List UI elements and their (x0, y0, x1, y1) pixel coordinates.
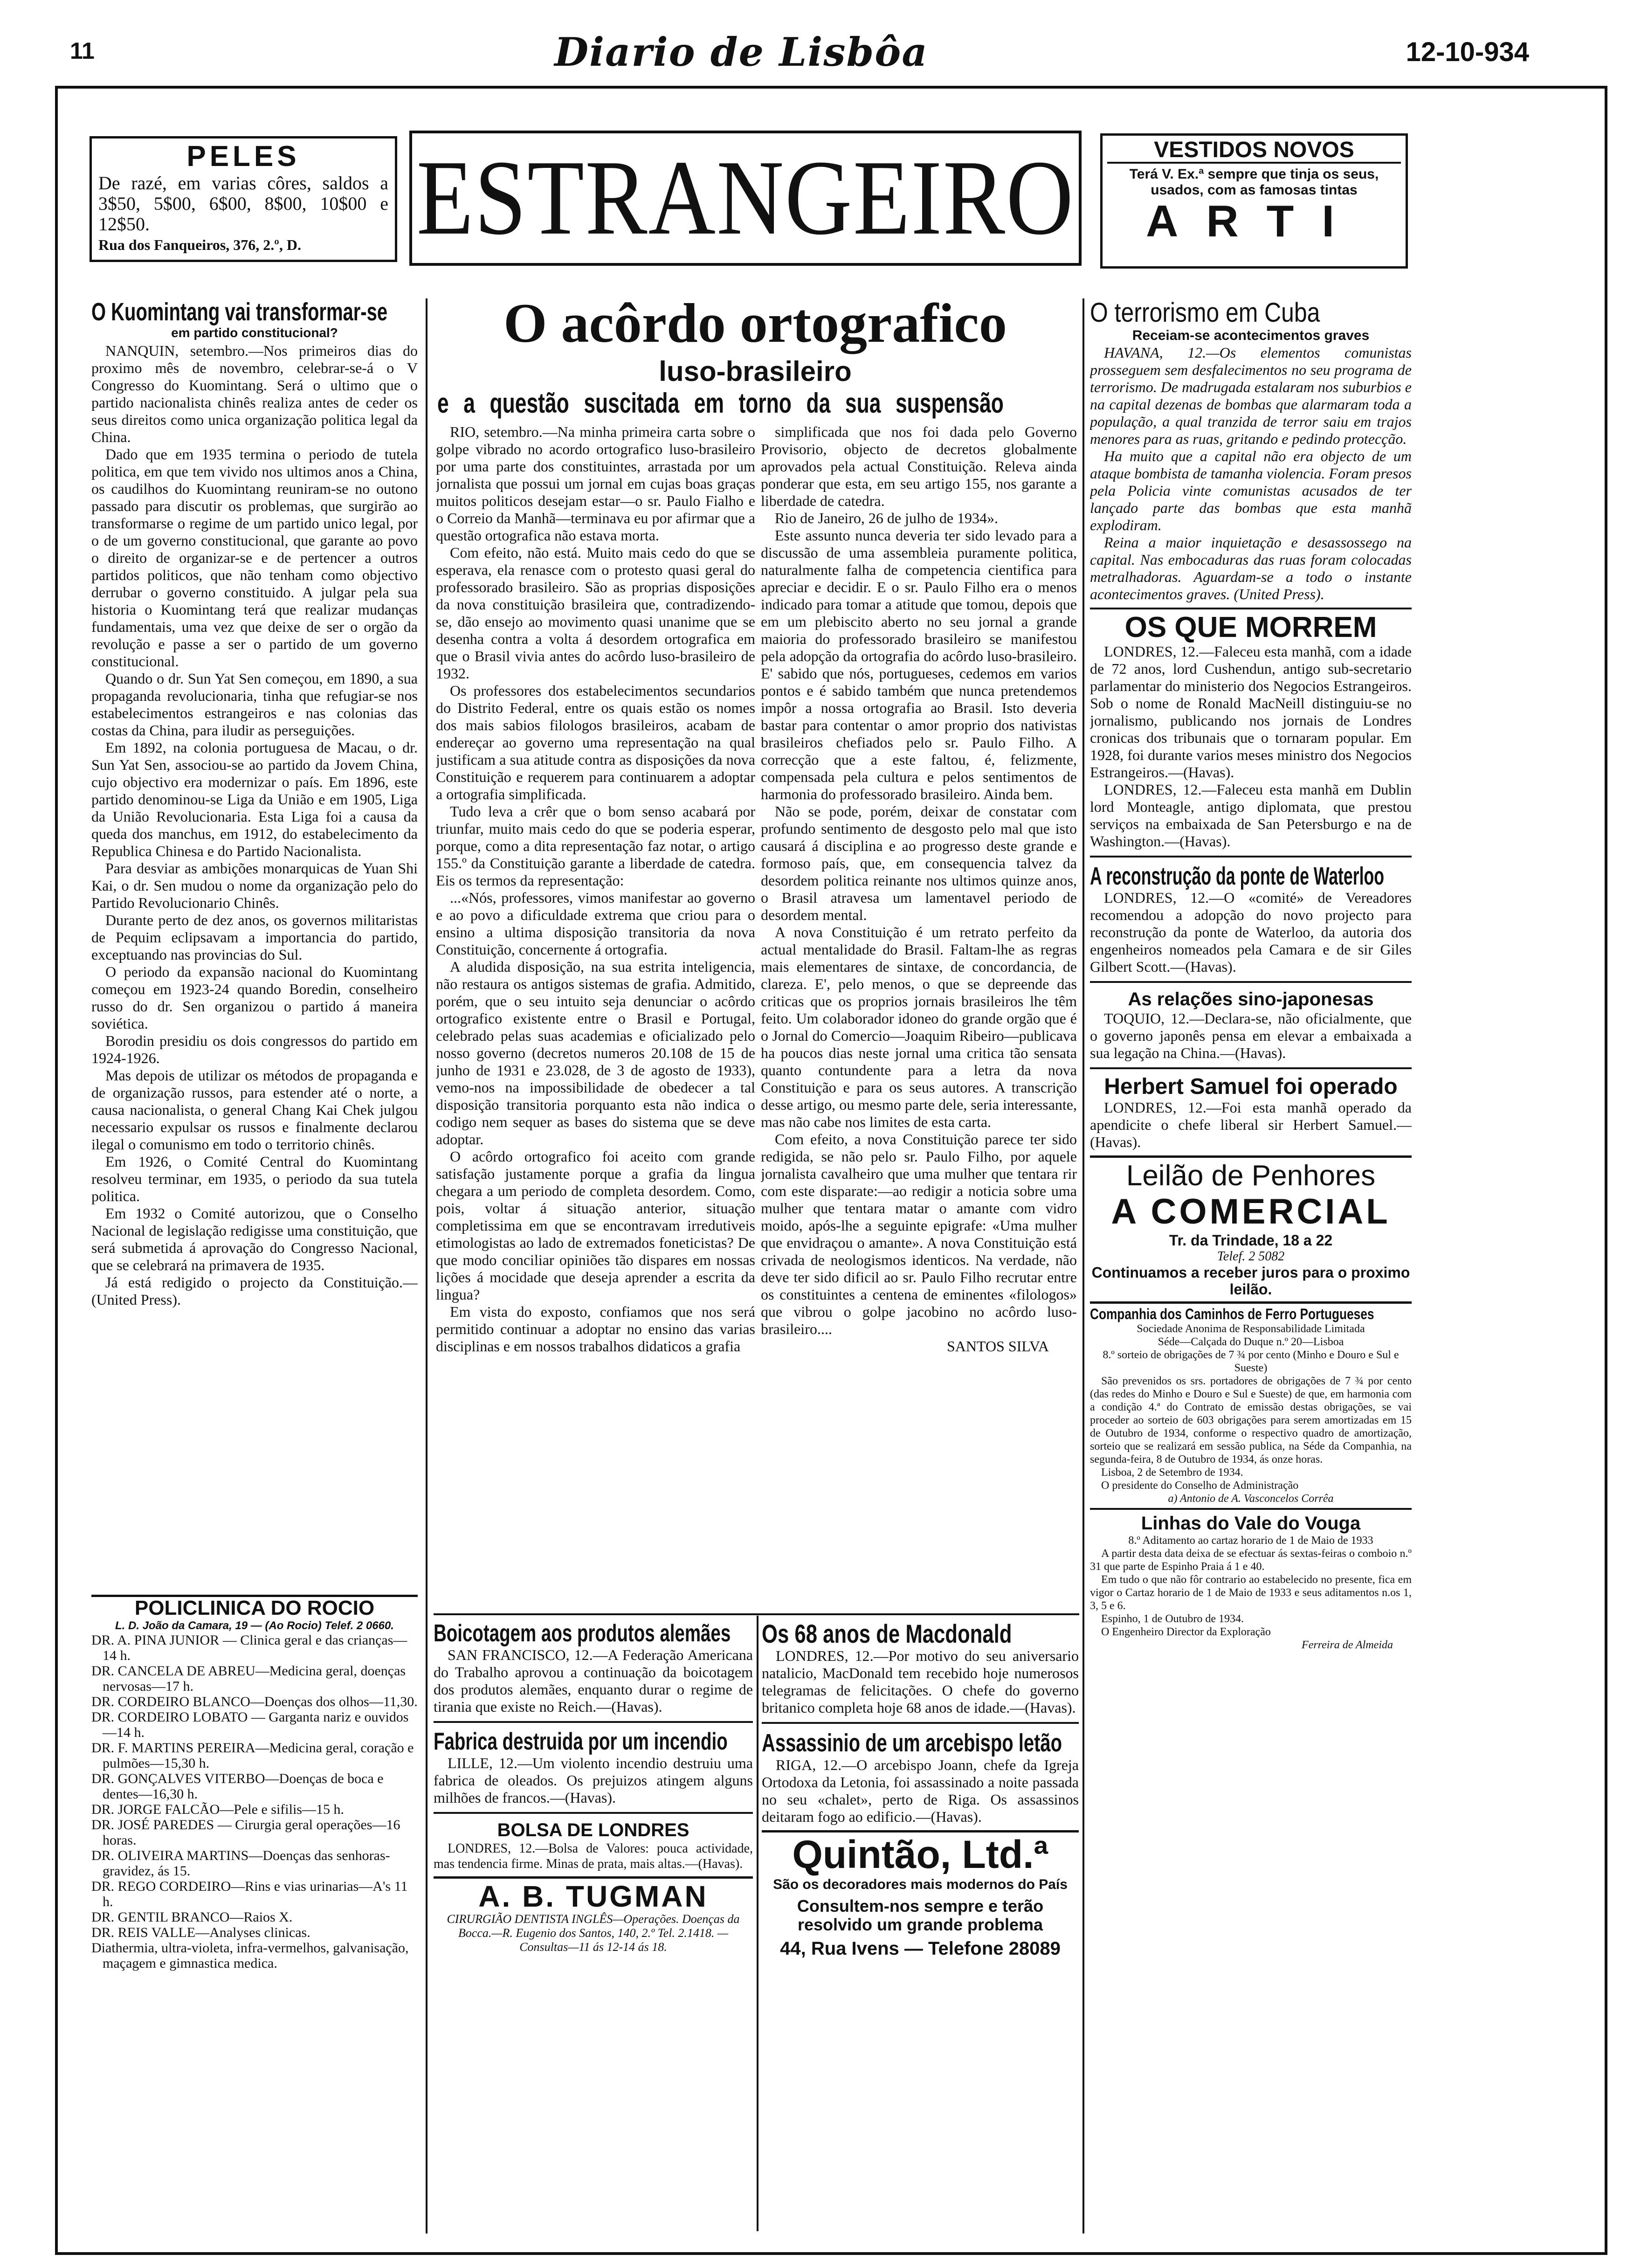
center-column-rule (757, 1616, 758, 2231)
waterloo-headline: A reconstrução da ponte de Waterloo (1090, 862, 1385, 890)
fabrica-text: LILLE, 12.—Um violento incendio destruiu uma fabrica de oleados. Os prejuizos atingem alguns milhões de francos.—(Havas). (434, 1755, 753, 1806)
kuomintang-paragraph: Em 1892, na colonia portuguesa de Macau, o dr. Sun Yat Sen, associou-se ao partido da Jovem China, cujo objectivo era modernizar o país. Em 1896, este partido denominou-se Liga da União e em 1905, Liga da União Revolucionaria. Esta Liga foi a causa da queda dos manchus, em 1912, do estabelecimento da Republica Chinesa e do Partido Nacionalista. (91, 739, 418, 859)
sino-text: TOQUIO, 12.—Declara-se, não oficialmente, que o governo japonês pensa em elevar a embaixada a sua legação na China.—(Havas). (1090, 1010, 1412, 1061)
quintao-tagline: São os decoradores mais modernos do País (773, 1877, 1068, 1892)
policlinica-title: POLICLINICA DO ROCIO (134, 1597, 375, 1619)
caminhos-signer: O presidente do Conselho de Administração (1101, 1480, 1299, 1492)
vouga-text2: Em tudo o que não fôr contrario ao estabelecido no presente, fica em vigor o Cartaz horario de 1 de Maio de 1933 e seus aditamentos n.os 1, 3, 5 e 6. (1090, 1574, 1412, 1612)
policlinica-item: DR. GENTIL BRANCO—Raios X. (91, 1909, 293, 1925)
kuomintang-paragraph: Para desviar as ambições monarquicas de Yuan Shi Kai, o dr. Sen mudou o nome da organização pelo do Partido Revolucionario Chinês. (91, 860, 418, 911)
caminhos-sub: Sociedade Anonima de Responsabilidade Limitada (1137, 1323, 1365, 1335)
masthead: Diario de Lisbôa (554, 29, 928, 75)
peles-ad (90, 136, 397, 262)
acordo-signature: SANTOS SILVA (946, 1338, 1049, 1355)
acordo-subhead1: luso-brasileiro (659, 356, 852, 387)
fabrica-headline: Fabrica destruida por um incendio (434, 1728, 728, 1755)
acordo-paragraph: Tudo leva a crêr que o bom senso acabará por triunfar, muito mais cedo do que se poderia esperar, porque, como a dita representação faz notar, o artigo 155.º da Constituição garante a liberdade de catedra. Eis os termos da representação: (436, 803, 755, 889)
quintao-name: Quintão, Ltd.ª (792, 1832, 1048, 1876)
acordo-paragraph: Com efeito, não está. Muito mais cedo do que se esperava, ela renasce com o protesto quasi geral do professorado brasileiro. São as proprias disposições da nova constituição brasileira que, contradizendo-se, dão ensejo ao movimento quasi unanime que se desenha contra a volta á desordem ortografica em que o Brasil vivia antes do acôrdo luso-brasileiro de 1932. (436, 544, 755, 682)
acordo-paragraph: simplificada que nos foi dada pelo Governo Provisorio, objecto de decretos globalmente aprovados pela actual Constituição. Releva ainda ponderar que esta, em seu artigo 155, nos garante a liberdade de catedra. (761, 423, 1077, 509)
vestidos-brand: ARTI (1146, 196, 1362, 246)
boicotagem-headline: Boicotagem aos produtos alemães (434, 1620, 731, 1647)
policlinica-ad (91, 1595, 418, 2182)
caminhos-sorteio: 8.º sorteio de obrigações de 7 ¾ por cento (Minho e Douro e Sul e Sueste) (1103, 1349, 1399, 1374)
samuel-headline: Herbert Samuel foi operado (1104, 1074, 1398, 1099)
sino-headline: As relações sino-japonesas (1128, 989, 1374, 1010)
quintao-address: 44, Rua Ivens — Telefone 28089 (780, 1938, 1061, 1959)
caminhos-seat: Séde—Calçada do Duque n.º 20—Lisboa (1158, 1336, 1344, 1348)
peles-address: Rua dos Fanqueiros, 376, 2.º, D. (98, 236, 301, 253)
policlinica-item: DR. CANCELA DE ABREU—Medicina geral, doenças nervosas—17 h. (91, 1663, 406, 1694)
vestidos-title: VESTIDOS NOVOS (1107, 138, 1401, 164)
acordo-column-2 (761, 423, 1077, 1608)
vouga-name: Ferreira de Almeida (1302, 1639, 1393, 1651)
quintao-text: Consultem-nos sempre e terão resolvido um grande problema (797, 1896, 1044, 1934)
caminhos-date: Lisboa, 2 de Setembro de 1934. (1101, 1466, 1243, 1479)
policlinica-item: DR. CORDEIRO BLANCO—Doenças dos olhos—11,30. (91, 1694, 418, 1709)
cuba-paragraph: HAVANA, 12.—Os elementos comunistas prosseguem sem desfalecimentos no seu programa de terrorismo. De madrugada estalaram nos suburbios e na capital dezenas de bombas que alarmaram toda a população, a qual tranzida de terror saiu em trajos menores para as ruas, gritando e pedindo protecção. (1090, 344, 1412, 447)
acordo-subhead2: e a questão suscitada em torno da sua suspensão (437, 387, 1004, 419)
assassinio-headline: Assassinio de um arcebispo letão (762, 1729, 1062, 1757)
acordo-column-1 (436, 423, 755, 1608)
policlinica-list (91, 1632, 418, 1971)
leilao-address: Tr. da Trindade, 18 a 22 (1169, 1232, 1333, 1249)
tugman-name: A. B. TUGMAN (478, 1880, 708, 1913)
policlinica-item: DR. OLIVEIRA MARTINS—Doenças das senhoras-gravidez, ás 15. (91, 1848, 390, 1879)
vouga-date: Espinho, 1 de Outubro de 1934. (1101, 1613, 1244, 1625)
kuomintang-paragraph: Mas depois de utilizar os métodos de propaganda e de organização russos, para estender até o norte, a causa nacionalista, o general Chang Kai Chek julgou necessario expulsar os russos e finalmente declarou ilegal o comunismo em todo o territorio chinês. (91, 1067, 418, 1153)
boicotagem-text: SAN FRANCISCO, 12.—A Federação Americana do Trabalho aprovou a continuação da boicotagem dos produtos alemães, enquanto durar o regime de tirania que existe no Reich.—(Havas). (434, 1646, 753, 1715)
acordo-paragraph: Rio de Janeiro, 26 de julho de 1934». (775, 510, 999, 526)
vouga-signer: O Engenheiro Director da Exploração (1101, 1626, 1271, 1638)
bolsa-title: BOLSA DE LONDRES (497, 1820, 689, 1840)
center-divider (434, 1613, 1079, 1615)
section-title: ESTRANGEIRO (416, 138, 1075, 257)
acordo-paragraph: A nova Constituição é um retrato perfeito da actual mentalidade do Brasil. Faltam-lhe as regras mais elementares de sintaxe, de concordancia, de clareza. E', pelo menos, o que se depreende das criticas que os proprios jornais brasileiros lhe têm feito. Um colaborador idoneo do grande orgão que é o Jornal do Comercio—Joaquim Ribeiro—publicava ha poucos dias neste jornal uma critica tão sensata quanto contundente para a letra da nova Constituição e para os seus autores. A transcrição desse artigo, ou mesmo parte dele, seria interessante, mas não cabe nos limites de esta carta. (761, 924, 1077, 1130)
kuomintang-paragraph: Durante perto de dez anos, os governos militaristas de Pequim eclipsavam a importancia do partido, exceptuando nas provincias do Sul. (91, 912, 418, 963)
vouga-title: Linhas do Vale do Vouga (1141, 1513, 1361, 1534)
vouga-aditamento: 8.º Aditamento ao cartaz horario de 1 de Maio de 1933 (1128, 1535, 1373, 1547)
kuomintang-paragraph: O periodo da expansão nacional do Kuomintang começou em 1923-24 quando Boredin, conselheiro russo do dr. Sen organizou o partido á maneira soviética. (91, 963, 418, 1032)
acordo-paragraph: Em vista do exposto, confiamos que nos será permitido continuar a adoptar no ensino das varias disciplinas e em nossos trabalhos didaticos a grafia (436, 1303, 755, 1355)
vestidos-ad (1100, 133, 1408, 269)
acordo-paragraph: A aludida disposição, na sua estrita inteligencia, não restaura os antigos sistemas de grafia. Admitido, porém, que o seu intuito seja denunciar o acôrdo ortografico existente entre o Brasil e Portugal, celebrado pelas suas academias e oficializado pelo nosso governo (decretos numeros 20.108 de 15 de junho de 1931 e 23.028, de 3 de agosto de 1933), vemo-nos na impossibilidade de obedecer a tal disposição transitoria porquanto esta não indica o codigo nem sequer as bases do sistema que se deve adoptar. (436, 958, 755, 1148)
kuomintang-paragraph: Quando o dr. Sun Yat Sen começou, em 1890, a sua propaganda revolucionaria, tinha que refugiar-se nos estabelecimentos estrangeiros e nas colonias das costas da China, para iludir as perseguições. (91, 670, 418, 739)
right-column (1090, 298, 1412, 2233)
leilao-text: Continuamos a receber juros para o proximo leilão. (1091, 1264, 1410, 1298)
policlinica-item: DR. REIS VALLE—Analyses clinicas. (91, 1925, 310, 1940)
vouga-text1: A partir desta data deixa de se efectuar ás sextas-feiras o comboio n.º 31 que parte de Espinho Praia á 1 e 40. (1090, 1548, 1412, 1573)
kuomintang-paragraph: Borodin presidiu os dois congressos do partido em 1924-1926. (91, 1032, 418, 1066)
waterloo-text: LONDRES, 12.—O «comité» de Vereadores recomendou a adopção do novo projecto para reconstrução da ponte de Waterloo, da autoria dos engenheiros nomeados pela Camara e de sir Giles Gilbert Scott.—(Havas). (1090, 889, 1412, 975)
caminhos-name: a) Antonio de A. Vasconcelos Corrêa (1168, 1493, 1334, 1505)
policlinica-item: Diathermia, ultra-violeta, infra-vermelhos, galvanisação, maçagem e gimnastica medica. (91, 1940, 409, 1971)
kuomintang-paragraph: Em 1926, o Comité Central do Kuomintang resolveu terminar, em 1935, o periodo da sua tutela politica. (91, 1153, 418, 1204)
acordo-paragraph: RIO, setembro.—Na minha primeira carta sobre o golpe vibrado no acordo ortografico luso-brasileiro por uma parte dos constituintes, arrastada por um jornalista que possui um jornal em cujas boas graças muitos politicos desejam estar—o sr. Paulo Fialho e o Correio da Manhã—terminava eu por afirmar que a questão ortografica não estava morta. (436, 423, 755, 544)
macdonald-headline: Os 68 anos de Macdonald (762, 1620, 1012, 1648)
cuba-headline: O terrorismo em Cuba (1090, 298, 1320, 328)
macdonald-text: LONDRES, 12.—Por motivo do seu aniversario natalicio, MacDonald tem recebido hoje numerosos telegramas de felicitações. O chefe do governo britanico completa hoje 68 anos de idade.—(Havas). (762, 1647, 1079, 1716)
caminhos-title: Companhia dos Caminhos de Ferro Portugueses (1090, 1306, 1374, 1322)
peles-title: PELES (186, 140, 300, 173)
kuomintang-body (91, 342, 418, 1308)
samuel-text: LONDRES, 12.—Foi esta manhã operado da apendicite o chefe liberal sir Herbert Samuel.—(Havas). (1090, 1099, 1412, 1150)
acordo-headline: O acôrdo ortografico (503, 292, 1007, 354)
acordo-paragraph: ...«Nós, professores, vimos manifestar ao governo e ao povo a dificuldade extrema que criou para o ensino a ultima disposição transitoria da nova Constituição, concernente á ortografia. (436, 889, 755, 958)
leilao-name: A COMERCIAL (1111, 1192, 1391, 1231)
bolsa-text: LONDRES, 12.—Bolsa de Valores: pouca actividade, mas tendencia firme. Minas de prata, mais altas.—(Havas). (434, 1841, 753, 1871)
kuomintang-headline: O Kuomintang vai transformar-se (91, 298, 388, 326)
assassinio-text: RIGA, 12.—O arcebispo Joann, chefe da Igreja Ortodoxa da Letonia, foi assassinado a noite passada no seu «chalet», perto de Riga. Os assassinos deitaram fogo ao edificio.—(Havas). (762, 1756, 1079, 1825)
column-rule (1083, 298, 1084, 2233)
tugman-text: CIRURGIÃO DENTISTA INGLÊS—Operações. Doenças da Bocca.—R. Eugenio dos Santos, 140, 2.º Tel. 2.1418. — Consultas—11 ás 12-14 ás 18. (447, 1912, 740, 1954)
policlinica-item: DR. GONÇALVES VITERBO—Doenças de boca e dentes—16,30 h. (91, 1771, 384, 1802)
morrem-paragraph: LONDRES, 12.—Faleceu esta manhã em Dublin lord Monteagle, antigo diplomata, que prestou serviços na embaixada de San Petersburgo e na de Washington.—(Havas). (1090, 781, 1412, 850)
peles-text: De razé, em varias côres, saldos a 3$50, 5$00, 6$00, 8$00, 10$00 e 12$50. (98, 173, 388, 235)
kuomintang-article (91, 298, 418, 1590)
morrem-paragraph: LONDRES, 12.—Faleceu esta manhã, com a idade de 72 anos, lord Cushendun, antigo sub-secretario parlamentar do ministerio dos Negocios Estrangeiros. Sob o nome de Ronald MacNeill distinguiu-se no jornalismo, publicando nos jornais de Londres cronicas dos tribunais que o tornaram popular. Em 1928, foi durante varios meses ministro dos Negocios Estrangeiros.—(Havas). (1090, 643, 1412, 781)
column-rule (426, 298, 427, 2233)
policlinica-item: DR. REGO CORDEIRO—Rins e vias urinarias—A's 11 h. (91, 1879, 408, 1909)
acordo-paragraph: O acôrdo ortografico foi aceito com grande satisfação justamente porque a grafia da lingua chegara a um periodo de completa desordem. Como, pois, voltar á situação anterior, situação completissima em que se encontravam irredutiveis etimologistas ao lado de extremados foneticistas? De que modo conciliar opiniões tão dispares em nossas lições á mocidade que deseja aprender a escrita da lingua? (436, 1148, 755, 1303)
kuomintang-paragraph: NANQUIN, setembro.—Nos primeiros dias do proximo mês de novembro, celebrar-se-á o V Congresso do Kuomintang. Será o ultimo que o partido nacionalista chinês realiza antes de ceder os seus direitos como unica organização politica legal da China. (91, 342, 418, 445)
cuba-subhead: Receiam-se acontecimentos graves (1132, 328, 1370, 343)
acordo-paragraph: Com efeito, a nova Constituição parece ter sido redigida, se não pelo sr. Paulo Filho, por aquele jornalista cavalheiro que uma mulher que tentara rir com este disparate:—ao redigir a noticia sobre uma mulher que tentara matar o amante com vidro moido, após-lhe a seguinte epigrafe: «Uma mulher que envidraçou o amante». A nova Constituição está crivada de neologismos identicos. Na verdade, não deve ter sido dificil ao sr. Paulo Filho recrutar entre os constituintes a centena de eminentes «filologos» que vibrou o golpe jacobino no acôrdo luso-brasileiro.... (761, 1131, 1077, 1337)
acordo-paragraph: Este assunto nunca deveria ter sido levado para a discussão de uma assembleia puramente politica, naturalmente falha de competencia cientifica para apreciar e decidir. E o sr. Paulo Filho era o menos indicado para tomar a atitude que tomou, depois que em um plebiscito aberto no seu jornal a grande maioria do professorado brasileiro se manifestou pela adopção da ortografia do acôrdo luso-brasileiro. E' sabido que nós, portugueses, cedemos em varios pontos e é sabido também que nunca pretendemos impôr a nossa ortografia ao Brasil. Isto deveria bastar para contentar o amor proprio dos nativistas brasileiros chefiados pelo sr. Paulo Filho. A correcção que a este faltou, é, felizmente, compensada pela cultura e pelos sentimentos de harmonia do professorado brasileiro. Ainda bem. (761, 527, 1077, 802)
caminhos-text: São prevenidos os srs. portadores de obrigações de 7 ¾ por cento (das redes do Minho e Douro e Sul e Sueste) de que, em harmonia com a condição 4.ª do Contrato de emissão destas obrigações, se vai proceder ao sorteio de 603 obrigações para serem amortizadas em 15 de Outubro de 1934, conforme o respectivo quadro de amortização, sorteio que se realizará em sessão publica, na Séde da Companhia, na segunda-feira, 8 de Outubro de 1934, ás onze horas. (1090, 1375, 1412, 1466)
acordo-paragraph: Não se pode, porém, deixar de constatar com profundo sentimento de desgosto pelo mal que isto causará á disciplina e ao progresso deste grande e formoso país, que, em consequencia talvez da desordem politica reinante nos ultimos quinze anos, o Brasil atravesa um lamentavel periodo de desordem mental. (761, 803, 1077, 923)
cuba-paragraph: Reina a maior inquietação e desassossego na capital. Nas embocaduras das ruas foram colocadas metralhadoras. Aguardam-se a todo o instante acontecimentos graves. (United Press). (1090, 534, 1412, 602)
kuomintang-paragraph: Dado que em 1935 termina o periodo de tutela politica, em que tem vivido nos ultimos anos a China, os caudilhos do Kuomintang reuniram-se no outono passado para discutir os problemas, que surgirão ao transformarse o regime de um partido unico legal, por o de um governo constitucional, que garante ao povo o direito de organizar-se e de pertencer a outros partidos politicos, que não tenham como objectivo derrubar o governo constituido. A julgar pela sua historia o Kuomintang terá que realizar mudanças fundamentais, uma vez que deixe de ser o orgão da revolução e passe a ser o partido de um governo constitucional. (91, 446, 418, 670)
leilao-phone: Telef. 2 5082 (1217, 1249, 1285, 1264)
kuomintang-subhead: em partido constitucional? (171, 325, 338, 340)
acordo-paragraph: Os professores dos estabelecimentos secundarios do Distrito Federal, entre os quais estão os nomes dos mais sabios filologos brasileiros, acabam de endereçar ao governo uma representação na qual justificam a sua atitude contra as disposições da nova Constituição e requerem para continuarem a adoptar a ortografia simplificada. (436, 682, 755, 802)
vestidos-text: Terá V. Ex.ª sempre que tinja os seus, usados, com as famosas tintas (1129, 166, 1379, 198)
policlinica-address: L. D. João da Camara, 19 — (Ao Rocio) Telef. 2 0660. (115, 1619, 394, 1632)
policlinica-item: DR. A. PINA JUNIOR — Clinica geral e das crianças—14 h. (91, 1632, 407, 1663)
policlinica-item: DR. JORGE FALCÃO—Pele e sifilis—15 h. (91, 1802, 344, 1817)
center-bottom-right (762, 1620, 1079, 2240)
kuomintang-paragraph: Já está redigido o projecto da Constituição.—(United Press). (91, 1274, 418, 1308)
policlinica-item: DR. JOSÉ PAREDES — Cirurgia geral operações—16 horas. (91, 1817, 400, 1848)
section-banner (409, 131, 1082, 266)
cuba-paragraph: Ha muito que a capital não era objecto de um ataque bombista de tamanha violencia. Foram presos pela Policia vinte comunistas acusados de ter lançado parte das bombas que esta manhã explodiram. (1090, 448, 1412, 533)
policlinica-item: DR. CORDEIRO LOBATO — Garganta nariz e ouvidos—14 h. (91, 1709, 409, 1740)
leilao-title: Leilão de Penhores (1126, 1160, 1376, 1192)
page-number: 11 (70, 38, 95, 64)
kuomintang-paragraph: Em 1932 o Comité autorizou, que o Conselho Nacional de legislação redigisse uma constituição, que será submetida á aprovação do Congresso Nacional, que se celebrará na primavera de 1935. (91, 1205, 418, 1273)
center-bottom-left (434, 1620, 753, 2240)
policlinica-item: DR. F. MARTINS PEREIRA—Medicina geral, coração e pulmões—15,30 h. (91, 1740, 414, 1771)
morrem-headline: OS QUE MORREM (1124, 611, 1377, 643)
issue-date: 12-10-934 (1406, 37, 1529, 67)
